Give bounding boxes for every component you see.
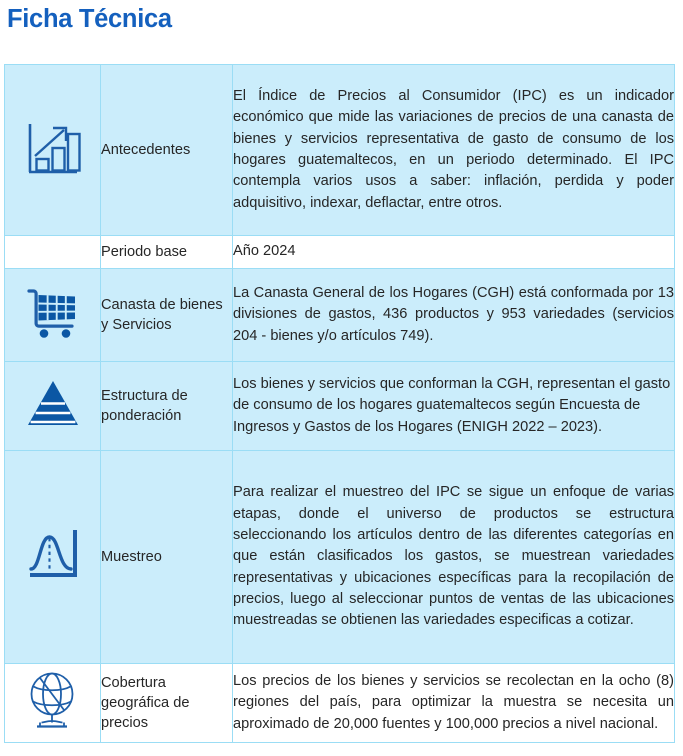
pyramid-icon bbox=[26, 379, 80, 429]
row-description: Los bienes y servicios que conforman la CGH, representan el gasto de consumo de los hogares guatemaltecos según Encuesta de Ingresos y Gastos de los Hogares (ENIGH 2022 – 2023). bbox=[233, 362, 675, 451]
row-label: Antecedentes bbox=[101, 65, 233, 236]
table-row bbox=[5, 236, 675, 269]
row-label: Cobertura geográfica de precios bbox=[101, 664, 233, 743]
row-icon-cell bbox=[5, 362, 101, 451]
shopping-cart-icon bbox=[25, 285, 81, 341]
row-label: Muestreo bbox=[101, 451, 233, 664]
bar-chart-growth-icon bbox=[25, 119, 81, 177]
table-row bbox=[5, 269, 675, 362]
row-description: El Índice de Precios al Consumidor (IPC) es un indicador económico que mide las variaciones de precios de una canasta de bienes y servicios representativa de gasto de consumo de los hogares guatemaltecos, en un periodo determinado. El IPC contempla varios usos a saber: inflación, perdida y poder adquisitivo, indexar, deflactar, entre otros. bbox=[233, 65, 675, 236]
bell-curve-icon bbox=[25, 525, 81, 585]
row-description: Para realizar el muestreo del IPC se sigue un enfoque de varias etapas, donde el universo de productos se estructura seleccionando los artículos dentro de las diferentes categorías en que están clasificados los gastos, se muestrean variedades representativas y ubicaciones específicas para la recopilación de precios, luego al seleccionar puntos de ventas de las ubicaciones muestreadas se obtienen las variedades especificas a cotizar. bbox=[233, 451, 675, 664]
row-description: Los precios de los bienes y servicios se recolectan en la ocho (8) regiones del país, para optimizar la muestra se necesita un aproximado de 20,000 fuentes y 100,000 precios a nivel nacional. bbox=[233, 664, 675, 743]
row-icon-cell bbox=[5, 65, 101, 236]
globe-stand-icon bbox=[26, 669, 80, 733]
row-icon-cell bbox=[5, 664, 101, 743]
row-label: Periodo base bbox=[101, 236, 233, 269]
table-row bbox=[5, 664, 675, 743]
row-icon-cell bbox=[5, 236, 101, 269]
table-row bbox=[5, 451, 675, 664]
row-description: Año 2024 bbox=[233, 236, 675, 269]
page-title: Ficha Técnica bbox=[7, 5, 172, 33]
row-description: La Canasta General de los Hogares (CGH) está conformada por 13 divisiones de gastos, 436 productos y 953 variedades (servicios 204 - bienes y/o artículos 749). bbox=[233, 269, 675, 362]
ficha-tecnica-table bbox=[4, 64, 675, 743]
row-label: Estructura de ponderación bbox=[101, 362, 233, 451]
row-label: Canasta de bienes y Servicios bbox=[101, 269, 233, 362]
table-row bbox=[5, 362, 675, 451]
row-icon-cell bbox=[5, 451, 101, 664]
row-icon-cell bbox=[5, 269, 101, 362]
table-row bbox=[5, 65, 675, 236]
